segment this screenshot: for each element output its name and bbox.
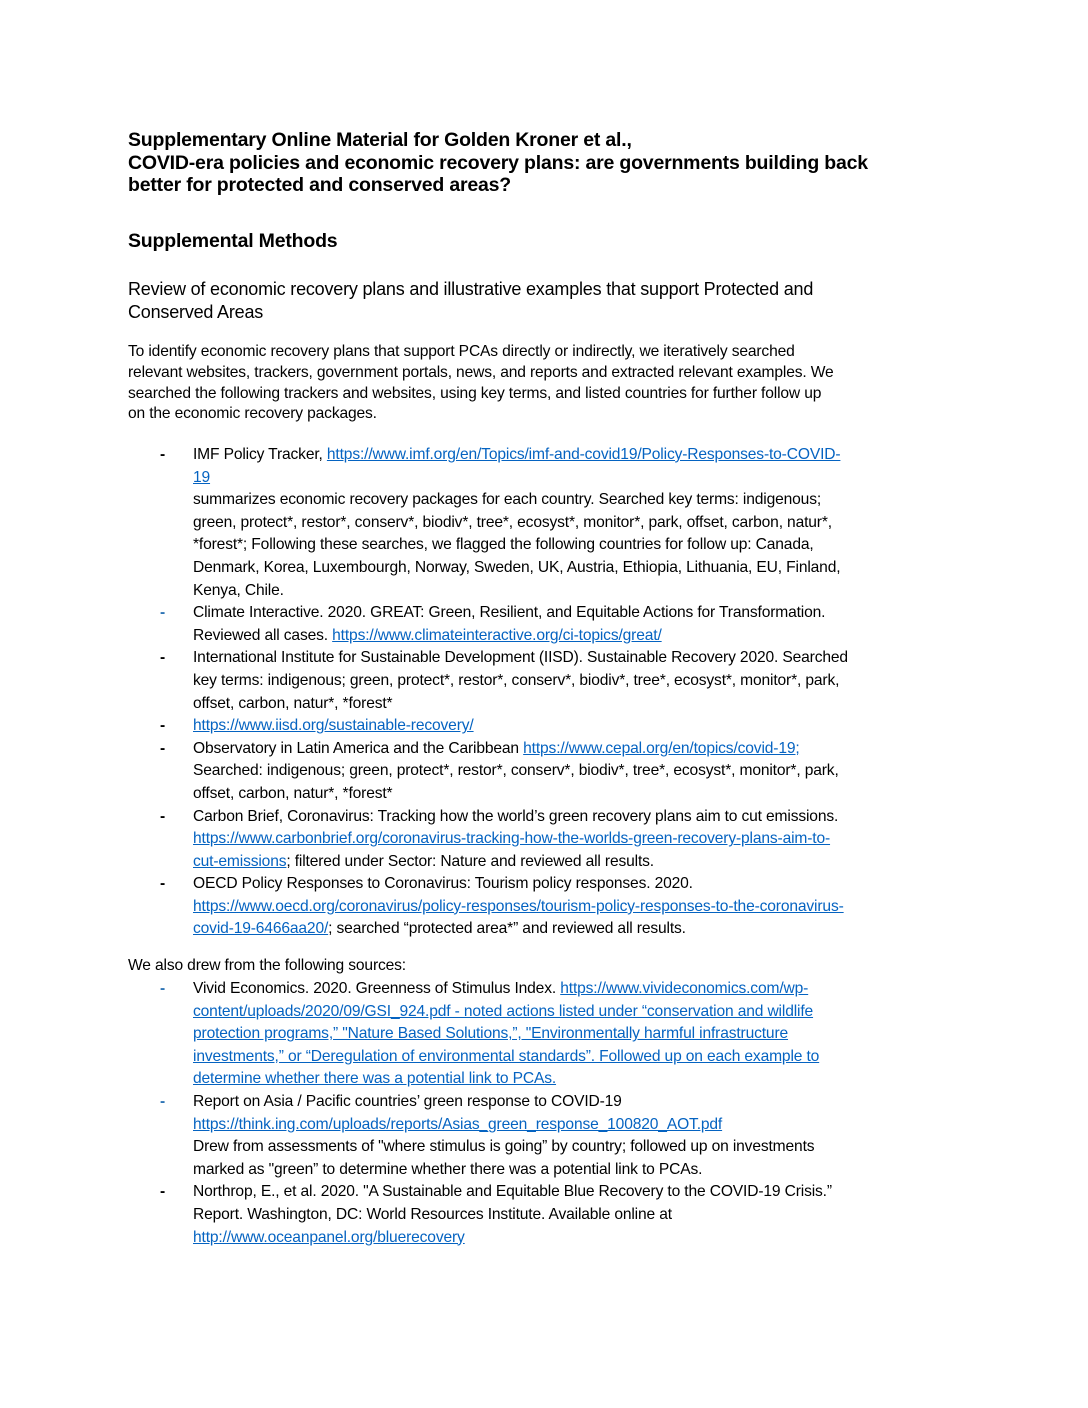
carbon-brief-link[interactable]: https://www.carbonbrief.org/coronavirus-tracking-how-the-worlds-green-recovery-plans-aim-to- [193, 830, 831, 848]
item-text: Carbon Brief, Coronavirus: Tracking how the world’s green recovery plans aim to cut emissions. [193, 807, 839, 825]
subheading-line-2: Conserved Areas [128, 301, 264, 322]
intro-line: on the economic recovery packages. [128, 405, 377, 423]
item-text: OECD Policy Responses to Coronavirus: Tourism policy responses. 2020. [193, 875, 693, 893]
bullet-dash-icon: - [160, 875, 166, 893]
item-text: Drew from assessments of "where stimulus is going” by country; followed up on investments [193, 1138, 815, 1156]
item-text: Report on Asia / Pacific countries’ green response to COVID-19 [193, 1092, 622, 1110]
vivid-economics-link-continued[interactable]: protection programs,” "Nature Based Solutions,”, "Environmentally harmful infrastructure [193, 1025, 789, 1043]
intro-line: To identify economic recovery plans that support PCAs directly or indirectly, we iteratively searched [128, 343, 795, 360]
imf-link[interactable]: https://www.imf.org/en/Topics/imf-and-covid19/Policy-Responses-to-COVID- [326, 446, 841, 463]
carbon-brief-link-continued[interactable]: cut-emissions [193, 852, 287, 870]
document-title [128, 129, 968, 197]
bullet-dash-icon: - [160, 1092, 166, 1110]
vivid-economics-link-continued[interactable]: investments,” or “Deregulation of environmental standards”. Followed up on each example to [193, 1047, 820, 1065]
oecd-link[interactable]: https://www.oecd.org/coronavirus/policy-responses/tourism-policy-responses-to-the-coronavirus- [193, 897, 844, 915]
item-text: offset, carbon, natur*, *forest* [193, 784, 393, 802]
list-item-oecd [160, 873, 960, 941]
item-text: Vivid Economics. 2020. Greenness of Stimulus Index. [193, 980, 561, 997]
vivid-economics-link[interactable]: https://www.vivideconomics.com/wp- [560, 980, 809, 997]
list-item-imf [160, 444, 960, 602]
list-item-vivid-economics [160, 978, 960, 1091]
vivid-economics-link-continued[interactable]: content/uploads/2020/09/GSI_924.pdf - noted actions listed under “conservation and wildlife [193, 1002, 814, 1020]
item-text: offset, carbon, natur*, *forest* [193, 694, 393, 712]
list-item-climate-interactive [160, 602, 960, 647]
bullet-dash-icon: - [160, 649, 166, 667]
item-text: Climate Interactive. 2020. GREAT: Green, Resilient, and Equitable Actions for Transformation. [193, 604, 826, 622]
cepal-link[interactable]: https://www.cepal.org/en/topics/covid-19; [523, 739, 800, 757]
item-text: key terms: indigenous; green, protect*, restor*, conserv*, biodiv*, tree*, ecosyst*, monitor*, park, [193, 671, 840, 689]
bullet-dash-icon: - [160, 1183, 166, 1201]
list-item-iisd-link [160, 715, 960, 738]
item-text: summarizes economic recovery packages for each country. Searched key terms: indigenous; [193, 491, 822, 509]
intro-paragraph [128, 342, 958, 425]
intro-line: relevant websites, trackers, government portals, news, and reports and extracted relevant examples. We [128, 363, 834, 381]
bullet-dash-icon: - [160, 739, 166, 757]
bullet-dash-icon: - [160, 717, 166, 735]
item-text: International Institute for Sustainable Development (IISD). Sustainable Recovery 2020. Searched [193, 649, 848, 667]
item-text: green, protect*, restor*, conserv*, biodiv*, tree*, ecosyst*, monitor*, park, offset, carbon, natur*, [193, 513, 832, 531]
item-text: Searched: indigenous; green, protect*, restor*, conserv*, biodiv*, tree*, ecosyst*, monitor*, park, [193, 762, 839, 780]
bullet-dash-icon: - [160, 980, 166, 997]
bullet-dash-icon: - [160, 604, 166, 622]
oceanpanel-link[interactable]: http://www.oceanpanel.org/bluerecovery [193, 1228, 465, 1246]
list-item-northrop [160, 1181, 960, 1249]
item-text: Northrop, E., et al. 2020. "A Sustainable and Equitable Blue Recovery to the COVID-19 Crisis.” [193, 1183, 832, 1201]
oecd-link-continued[interactable]: covid-19-6466aa20/ [193, 920, 329, 938]
bullet-dash-icon: - [160, 807, 166, 825]
imf-link-continued[interactable]: 19 [193, 468, 211, 486]
item-text: Denmark, Korea, Luxembourgh, Norway, Sweden, UK, Austria, Ethiopia, Lithuania, EU, Finland, [193, 558, 841, 576]
item-text: IMF Policy Tracker, [193, 446, 327, 463]
item-text: Reviewed all cases. [193, 626, 333, 644]
tracker-list [160, 444, 960, 941]
list-item-iisd [160, 647, 960, 715]
title-line-3: better for protected and conserved areas? [128, 174, 511, 196]
list-item-cepal [160, 738, 960, 806]
bullet-dash-icon: - [160, 446, 166, 463]
also-drew-text: We also drew from the following sources: [128, 957, 406, 974]
vivid-economics-link-continued[interactable]: determine whether there was a potential link to PCAs. [193, 1070, 557, 1088]
title-line-2: COVID-era policies and economic recovery plans: are governments building back [128, 151, 868, 174]
section-heading: Supplemental Methods [128, 230, 338, 252]
iisd-link[interactable]: https://www.iisd.org/sustainable-recovery/ [193, 717, 474, 735]
intro-line: searched the following trackers and websites, using key terms, and listed countries for further follow up [128, 384, 822, 402]
title-line-1: Supplementary Online Material for Golden Kroner et al., [128, 129, 632, 151]
item-text: *forest*; Following these searches, we flagged the following countries for follow up: Canada, [193, 536, 814, 554]
list-item-carbon-brief [160, 806, 960, 874]
list-item-ing-report [160, 1091, 960, 1181]
climate-interactive-link[interactable]: https://www.climateinteractive.org/ci-topics/great/ [332, 626, 662, 644]
item-text: ; searched “protected area*” and reviewed all results. [328, 920, 686, 938]
item-text: marked as "green” to determine whether there was a potential link to PCAs. [193, 1160, 703, 1178]
ing-report-link[interactable]: https://think.ing.com/uploads/reports/Asias_green_response_100820_AOT.pdf [193, 1115, 723, 1133]
subheading [128, 278, 948, 323]
item-text: Observatory in Latin America and the Caribbean [193, 739, 524, 757]
sources-list [160, 978, 960, 1249]
item-text: ; filtered under Sector: Nature and reviewed all results. [286, 852, 654, 870]
item-text: Report. Washington, DC: World Resources Institute. Available online at [193, 1205, 672, 1223]
subheading-line-1: Review of economic recovery plans and illustrative examples that support Protected and [128, 279, 814, 299]
item-text: Kenya, Chile. [193, 581, 284, 599]
